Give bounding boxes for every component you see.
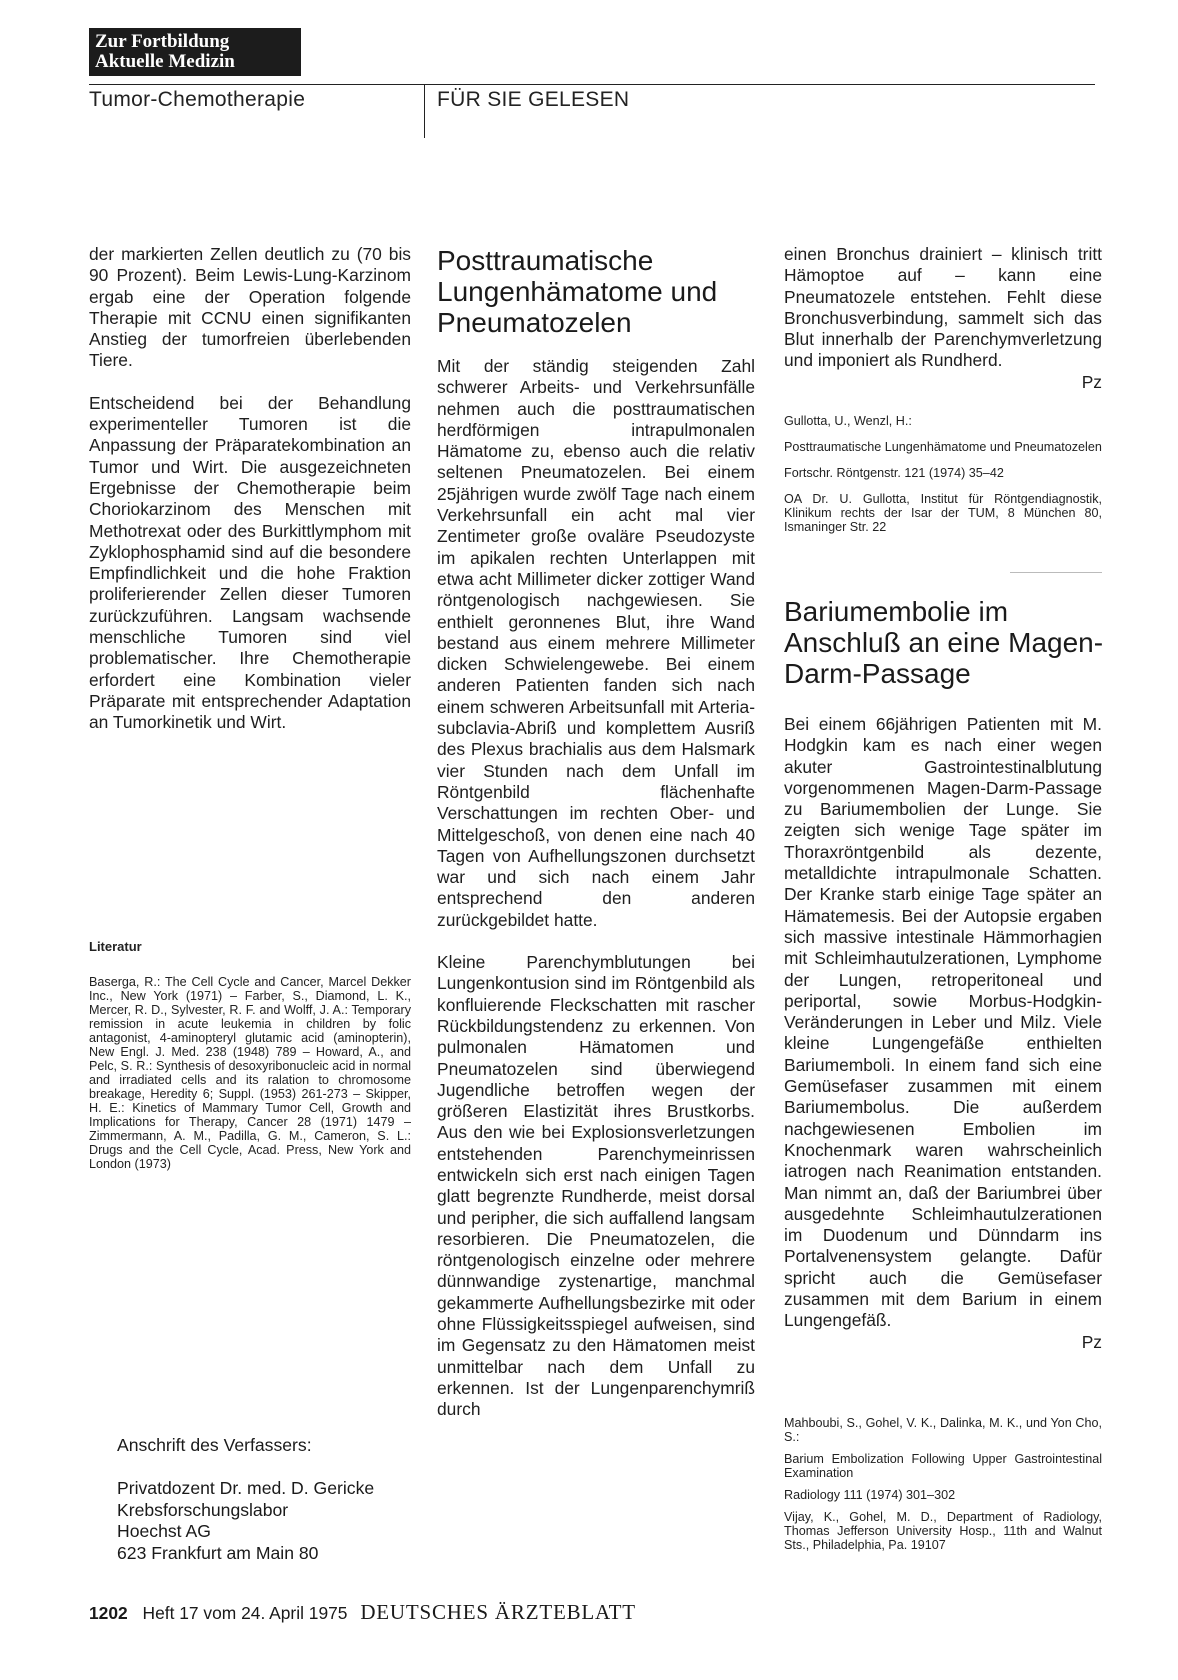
article-1-body: [437, 356, 755, 1442]
column-1-text: [89, 244, 411, 755]
article-2-reference: [784, 1416, 1102, 1552]
ref-authors: Gullotta, U., Wenzl, H.:: [784, 414, 912, 428]
paragraph: Mit der ständig steigenden Zahl schwerer Arbeits- und Verkehrsunfälle nehmen auch die posttraumatischen herdförmigen intrapulmonalen Hämatome zu, ebenso auch die relativ seltenen Pneumatozelen. Bei einem 25jährigen wurde zwölf Tage nach einem Verkehrsunfall ein acht mal vier Zentimeter große ovaläre Pseudozyste im apikalen rechten Unterlappen mit etwa acht Millimeter dicker zottiger Wand röntgenologisch nachgewiesen. Sie enthielt geronnenes Blut, ihre Wand bestand aus einem mehrere Millimeter dicken Schwielengewebe. Bei einem anderen Patienten fanden sich nach einem schweren Arbeitsunfall mit Arteria-subclavia-Abriß und komplettem Ausriß des Plexus brachialis aus dem Halsmark vier Stunden nach dem Unfall im Röntgenbild flächenhafte Verschattungen im rechten Ober- und Mittelgeschoß, von denen eine nach 40 Tagen von Aufhellungszonen durchsetzt war und sich nach einem Jahr entsprechend den anderen zurückgebildet hatte.: [437, 356, 755, 930]
badge-line-2: Aktuelle Medizin: [95, 51, 235, 72]
ref-affiliation: OA Dr. U. Gullotta, Institut für Röntgendiagnostik, Klinikum rechts der Isar der TUM, 8 München 80, Ismaninger Str. 22: [784, 492, 1102, 534]
address-line: 623 Frankfurt am Main 80: [117, 1542, 319, 1563]
page-number: 1202: [89, 1603, 128, 1623]
address-line: Hoechst AG: [117, 1521, 211, 1541]
header-divider: [424, 84, 425, 138]
article-1-continuation: [784, 244, 1102, 393]
address-title: Anschrift des Verfassers:: [117, 1435, 312, 1455]
paragraph: der markierten Zellen deutlich zu (70 bis 90 Prozent). Beim Lewis-Lung-Karzinom ergab eine der Operation folgende Therapie mit CCNU einen signifikanten Anstieg der tumorfreien überlebenden Tiere.: [89, 244, 411, 371]
ref-title: Posttraumatische Lungenhämatome und Pneumatozelen: [784, 440, 1102, 454]
section-title-left: Tumor-Chemotherapie: [89, 88, 306, 111]
ref-journal: Radiology 111 (1974) 301–302: [784, 1488, 956, 1502]
address-line: Krebsforschungslabor: [117, 1499, 289, 1520]
article-1-title: Posttraumatische Lungenhämatome und Pneumatozelen: [437, 245, 718, 338]
address-line: Privatdozent Dr. med. D. Gericke: [117, 1478, 375, 1498]
literature-list: Baserga, R.: The Cell Cycle and Cancer, Marcel Dekker Inc., New York (1971) – Farber, S., Diamond, L. K., Mercer, R. D., Sylvester, R. F. and Wolff, J. A.: Temporary remission in acute leukemia in children by folic antagonist, 4-aminopteryl glutamic acid (aminopterin), New Engl. J. Med. 238 (1948) 789 – Howard, A., and Pelc, S. R.: Synthesis of desoxyribonucleic acid in normal and irradiated cells and its ralation to chromosome breakage, Heredity 6; Suppl. (1953) 261-273 – Skipper, H. E.: Kinetics of Mammary Tumor Cell, Growth and Implications for Therapy, Cancer 28 (1971) 1479 – Zimmermann, A. M., Padilla, G. M., Cameron, S. L.: Drugs and the Cell Cycle, Acad. Press, New York and London (1973): [89, 975, 411, 1171]
literature-title: Literatur: [89, 939, 142, 954]
issue-info: Heft 17 vom 24. April 1975: [142, 1603, 348, 1623]
author-address: [117, 1478, 374, 1564]
paragraph: Bei einem 66jährigen Patienten mit M. Hodgkin kam es nach einer wegen akuter Gastrointestinalblutung vorgenommenen Magen-Darm-Passage zu Bariumembolien der Lunge. Sie zeigten sich wenige Tage später im Thoraxröntgenbild als dezente, metalldichte intrapulmonale Schatten. Der Kranke starb einige Tage später an Hämatemesis. Bei der Autopsie ergaben sich massive intestinale Hämmorhagien mit Schleimhautulzerationen, Lymphome der Lungen, retroperitoneal und periportal, sowie Morbus-Hodgkin-Veränderungen in Leber und Milz. Viele kleine Lungengefäße enthielten Bariumemboli. In einem fand sich eine Gemüsefaser zusammen mit einem Bariumembolus. Die außerdem nachgewiesenen Embolien im Knochenmark waren wahrscheinlich iatrogen nach Reanimation entstanden. Man nimmt an, daß der Bariumbrei über ausgedehnte Schleimhautulzerationen im Duodenum und Dünndarm ins Portalvenensystem gelangte. Dafür spricht auch die Gemüsefaser zusammen mit dem Barium in einem Lungengefäß.: [784, 714, 1102, 1331]
ref-authors: Mahboubi, S., Gohel, V. K., Dalinka, M. K., und Yon Cho, S.:: [784, 1416, 1102, 1444]
ref-affiliation: Vijay, K., Gohel, M. D., Department of Radiology, Thomas Jefferson University Hosp., 11th and Walnut Sts., Philadelphia, Pa. 19107: [784, 1510, 1102, 1552]
paragraph: Entscheidend bei der Behandlung experimenteller Tumoren ist die Anpassung der Präparatekombination an Tumor und Wirt. Die ausgezeichneten Ergebnisse der Chemotherapie beim Choriokarzinom des Menschen mit Methotrexat oder des Burkittlymphom mit Zyklophosphamid sind auf die besondere Empfindlichkeit und die hohe Fraktion proliferierender Zellen dieser Tumoren zurückzuführen. Langsam wachsende menschliche Tumoren sind viel problematischer. Ihre Chemotherapie erfordert eine Kombination vieler Präparate mit entsprechender Adaptation an Tumorkinetik und Wirt.: [89, 392, 411, 733]
author-signature: Pz: [1081, 371, 1102, 392]
ref-journal: Fortschr. Röntgenstr. 121 (1974) 35–42: [784, 466, 1004, 480]
section-title-right: FÜR SIE GELESEN: [437, 88, 630, 111]
header-rule: [89, 84, 1095, 85]
article-2-title: Bariumembolie im Anschluß an eine Magen-Darm-Passage: [784, 596, 1104, 689]
ref-title: Barium Embolization Following Upper Gastrointestinal Examination: [784, 1452, 1102, 1480]
paragraph: einen Bronchus drainiert – klinisch tritt Hämoptoe auf – kann eine Pneumatozele entstehen. Fehlt diese Bronchusverbindung, sammelt sich das Blut innerhalb der Parenchymverletzung und imponiert als Rundherd.: [784, 244, 1102, 371]
article-2-body: [784, 714, 1102, 1353]
badge-line-1: Zur Fortbildung: [95, 31, 230, 52]
paragraph: Kleine Parenchymblutungen bei Lungenkontusion sind im Röntgenbild als konfluierende Fleckschatten mit rascher Rückbildungstendenz zu erkennen. Von pulmonalen Hämatomen und Pneumatozelen sind überwiegend Jugendliche betroffen wegen der größeren Elastizität ihres Brustkorbs. Aus den wie bei Explosionsverletzungen entstehenden Parenchymeinrissen entwickeln sich erst nach einigen Tagen glatt begrenzte Rundherde, meist dorsal und peripher, die sich auffallend langsam resorbieren. Die Pneumatozelen, die röntgenologisch einzelne oder mehrere dünnwandige zystenartige, manchmal gekammerte Aufhellungsbezirke mit oder ohne Flüssigkeitsspiegel aufweisen, sind im Gegensatz zu den Hämatomen meist unmittelbar nach dem Unfall zu erkennen. Ist der Lungenparenchymriß durch: [437, 952, 755, 1420]
journal-name: DEUTSCHES ÄRZTEBLATT: [360, 1600, 636, 1624]
author-signature: Pz: [1081, 1331, 1102, 1352]
page-footer: [89, 1600, 636, 1625]
article-1-reference: [784, 414, 1102, 534]
divider: [1010, 572, 1102, 573]
section-badge: [89, 28, 301, 76]
